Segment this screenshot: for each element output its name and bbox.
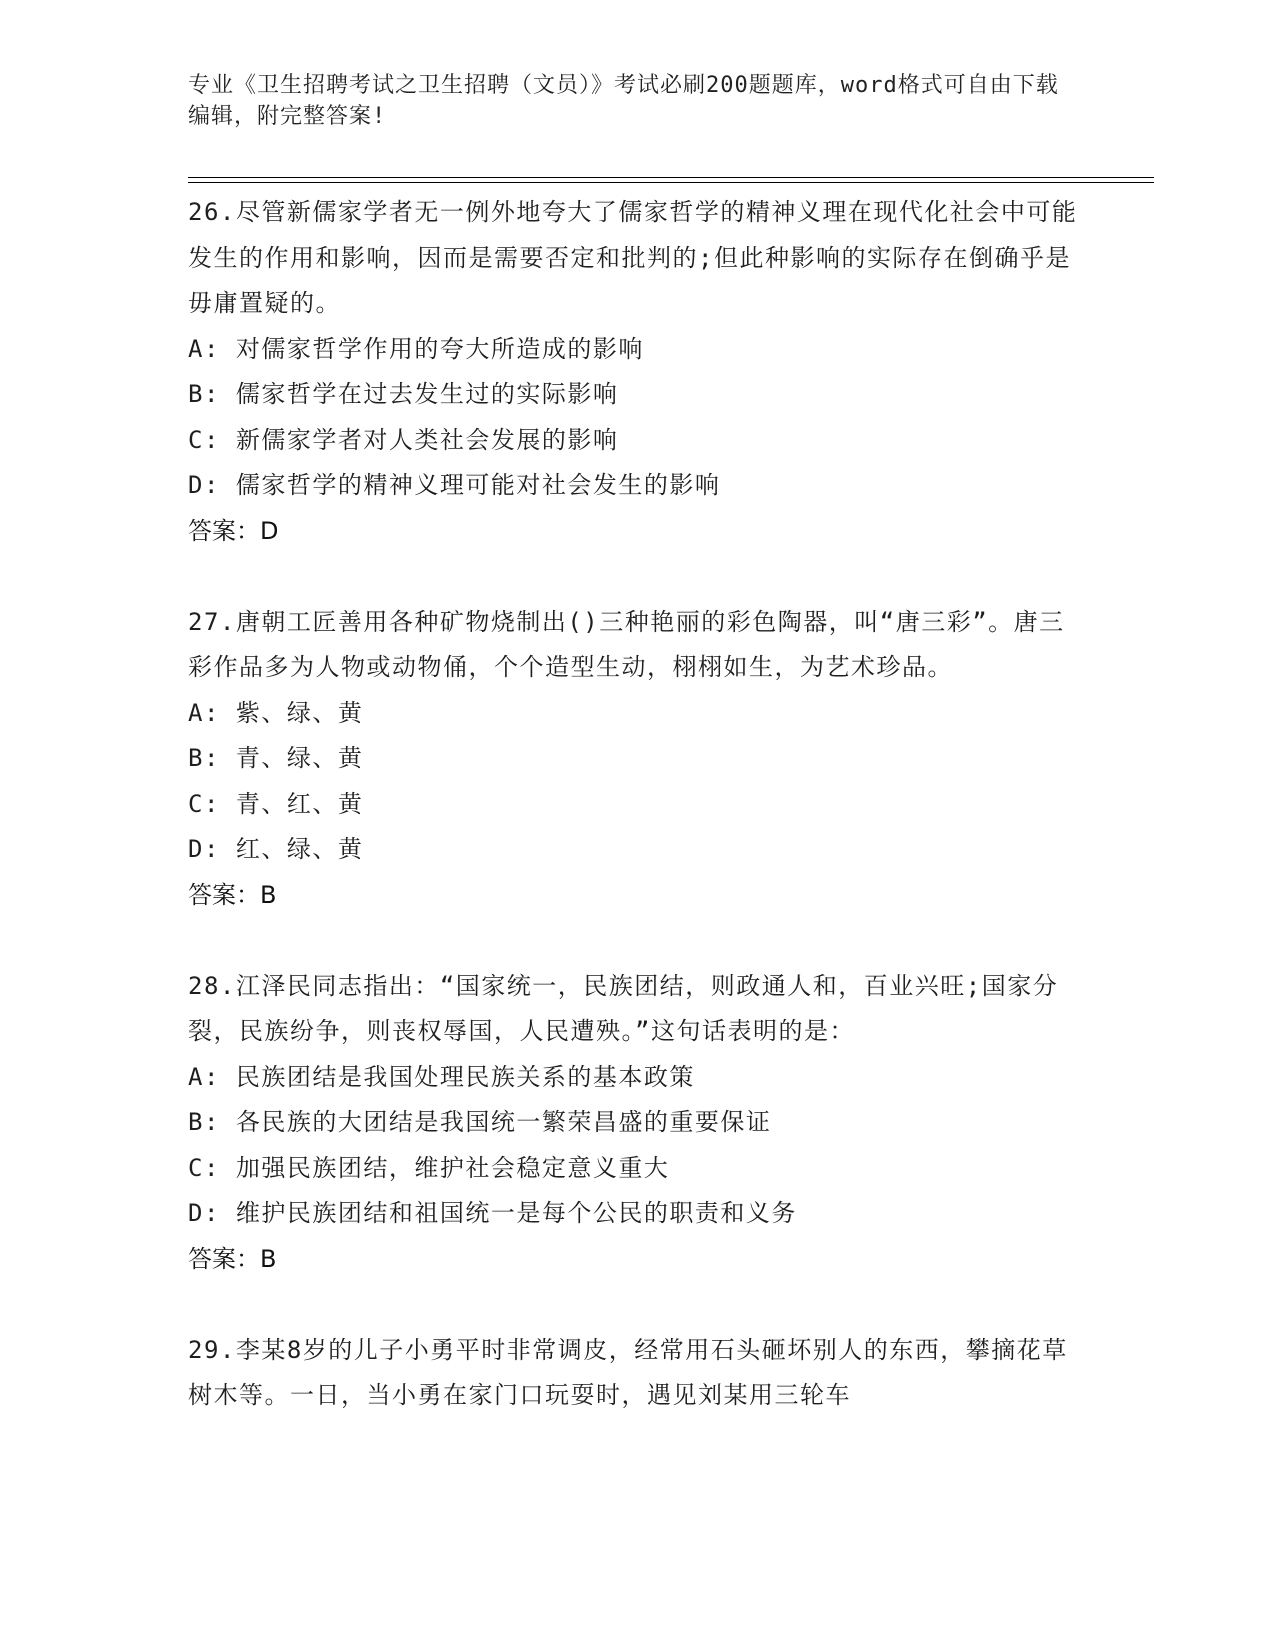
header-divider-bottom — [188, 182, 1154, 183]
question-26 — [188, 190, 1078, 554]
option-d: D: 儒家哲学的精神义理可能对社会发生的影响 — [188, 471, 721, 499]
question-stem: 29.李某8岁的儿子小勇平时非常调皮，经常用石头砸坏别人的东西，攀摘花草树木等。一日，当小勇在家门口玩耍时，遇见刘某用三轮车 — [188, 1335, 1068, 1409]
question-27 — [188, 600, 1078, 919]
question-stem: 28.江泽民同志指出：“国家统一，民族团结，则政通人和，百业兴旺;国家分裂，民族纷争，则丧权辱国，人民遭殃。”这句话表明的是： — [188, 971, 1059, 1045]
answer-line: 答案：B — [188, 1244, 277, 1273]
question-spacer — [188, 918, 1078, 964]
question-stem: 26.尽管新儒家学者无一例外地夸大了儒家哲学的精神义理在现代化社会中可能发生的作用和影响，因而是需要否定和批判的;但此种影响的实际存在倒确乎是毋庸置疑的。 — [188, 198, 1078, 317]
answer-line: 答案：D — [188, 516, 279, 545]
option-b: B: 青、绿、黄 — [188, 744, 364, 772]
question-spacer — [188, 1282, 1078, 1328]
option-a: A: 对儒家哲学作用的夸大所造成的影响 — [188, 334, 644, 363]
header-divider-top — [188, 177, 1154, 178]
question-stem: 27.唐朝工匠善用各种矿物烧制出()三种艳丽的彩色陶器，叫“唐三彩”。唐三彩作品多为人物或动物俑，个个造型生动，栩栩如生，为艺术珍品。 — [188, 607, 1065, 681]
option-c: C: 新儒家学者对人类社会发展的影响 — [188, 425, 619, 454]
document-header: 专业《卫生招聘考试之卫生招聘（文员）》考试必刷200题题库，word格式可自由下载编辑，附完整答案! — [188, 73, 1059, 129]
question-list — [188, 190, 1078, 1419]
option-d: D: 维护民族团结和祖国统一是每个公民的职责和义务 — [188, 1199, 797, 1227]
option-a: A: 紫、绿、黄 — [188, 698, 364, 727]
question-spacer — [188, 554, 1078, 600]
option-b: B: 各民族的大团结是我国统一繁荣昌盛的重要保证 — [188, 1108, 772, 1136]
option-b: B: 儒家哲学在过去发生过的实际影响 — [188, 380, 619, 408]
question-28 — [188, 964, 1078, 1283]
option-a: A: 民族团结是我国处理民族关系的基本政策 — [188, 1062, 695, 1091]
question-29 — [188, 1328, 1078, 1419]
option-d: D: 红、绿、黄 — [188, 835, 364, 863]
answer-line: 答案：B — [188, 880, 277, 909]
option-c: C: 加强民族团结，维护社会稳定意义重大 — [188, 1153, 670, 1182]
option-c: C: 青、红、黄 — [188, 789, 364, 818]
